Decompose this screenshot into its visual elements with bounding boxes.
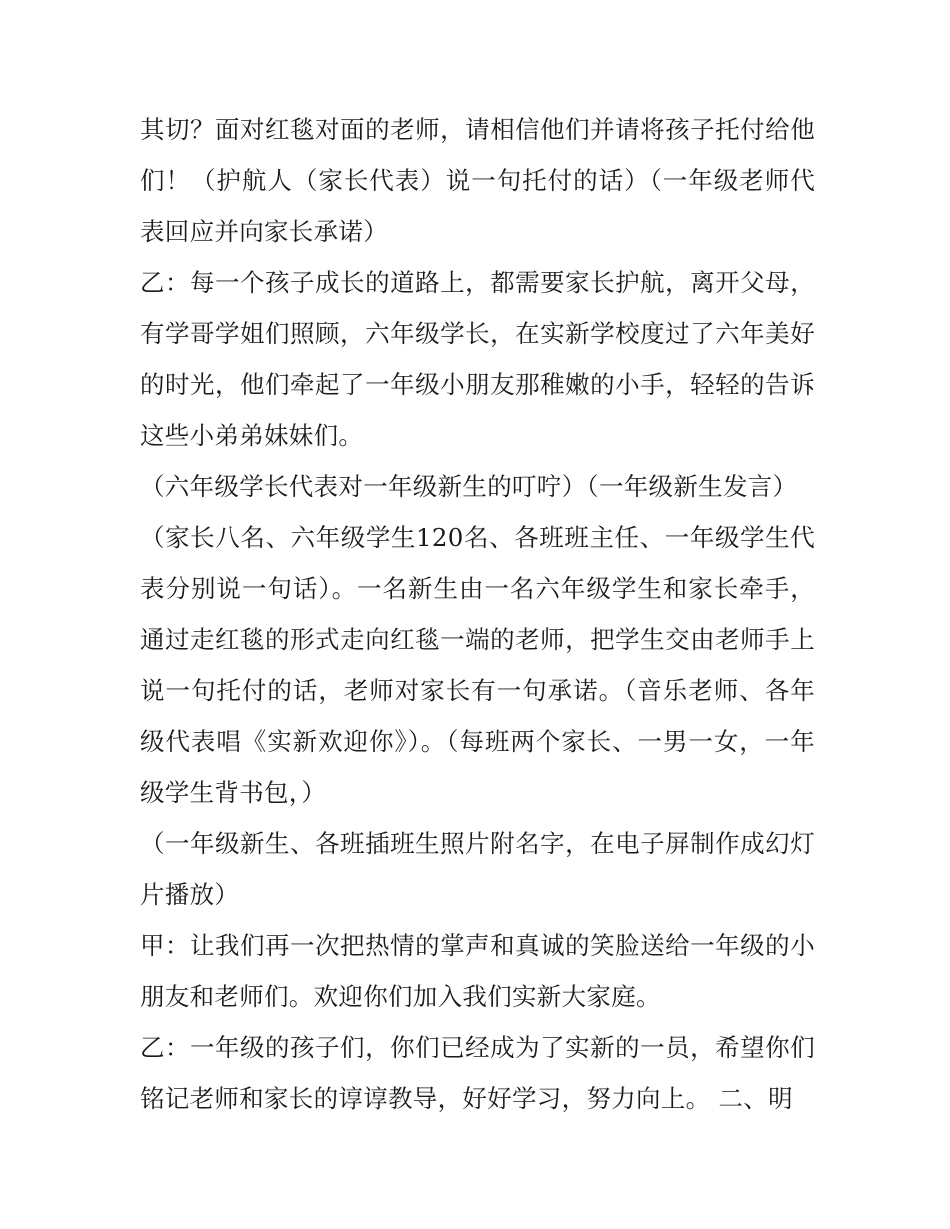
paragraph-7: 乙：一年级的孩子们，你们已经成为了实新的一员，希望你们铭记老师和家长的谆谆教导，好好学习，努力向上。 二、明 bbox=[140, 1033, 815, 1113]
paragraph-5: （一年级新生、各班插班生照片附名字，在电子屏制作成幻灯片播放） bbox=[140, 829, 815, 909]
paragraph-1: 其切？面对红毯对面的老师，请相信他们并请将孩子托付给他们！（护航人（家长代表）说一句托付的话）（一年级老师代表回应并向家长承诺） bbox=[140, 115, 815, 246]
paragraph-4: （家长八名、六年级学生120名、各班班主任、一年级学生代表分别说一句话）。一名新生由一名六年级学生和家长牵手，通过走红毯的形式走向红毯一端的老师，把学生交由老师手上说一句托付的话，老师对家长有一句承诺。（音乐老师、各年级代表唱《实新欢迎你》）。（每班两个家长、一男一女，一年级学生背书包，） bbox=[140, 523, 815, 807]
document-body bbox=[140, 104, 815, 1124]
paragraph-6: 甲：让我们再一次把热情的掌声和真诚的笑脸送给一年级的小朋友和老师们。欢迎你们加入我们实新大家庭。 bbox=[140, 931, 815, 1011]
paragraph-3: （六年级学长代表对一年级新生的叮咛）（一年级新生发言） bbox=[140, 472, 798, 501]
paragraph-2: 乙：每一个孩子成长的道路上，都需要家长护航，离开父母，有学哥学姐们照顾，六年级学长，在实新学校度过了六年美好的时光，他们牵起了一年级小朋友那稚嫩的小手，轻轻的告诉这些小弟弟妹妹们。 bbox=[140, 268, 815, 450]
